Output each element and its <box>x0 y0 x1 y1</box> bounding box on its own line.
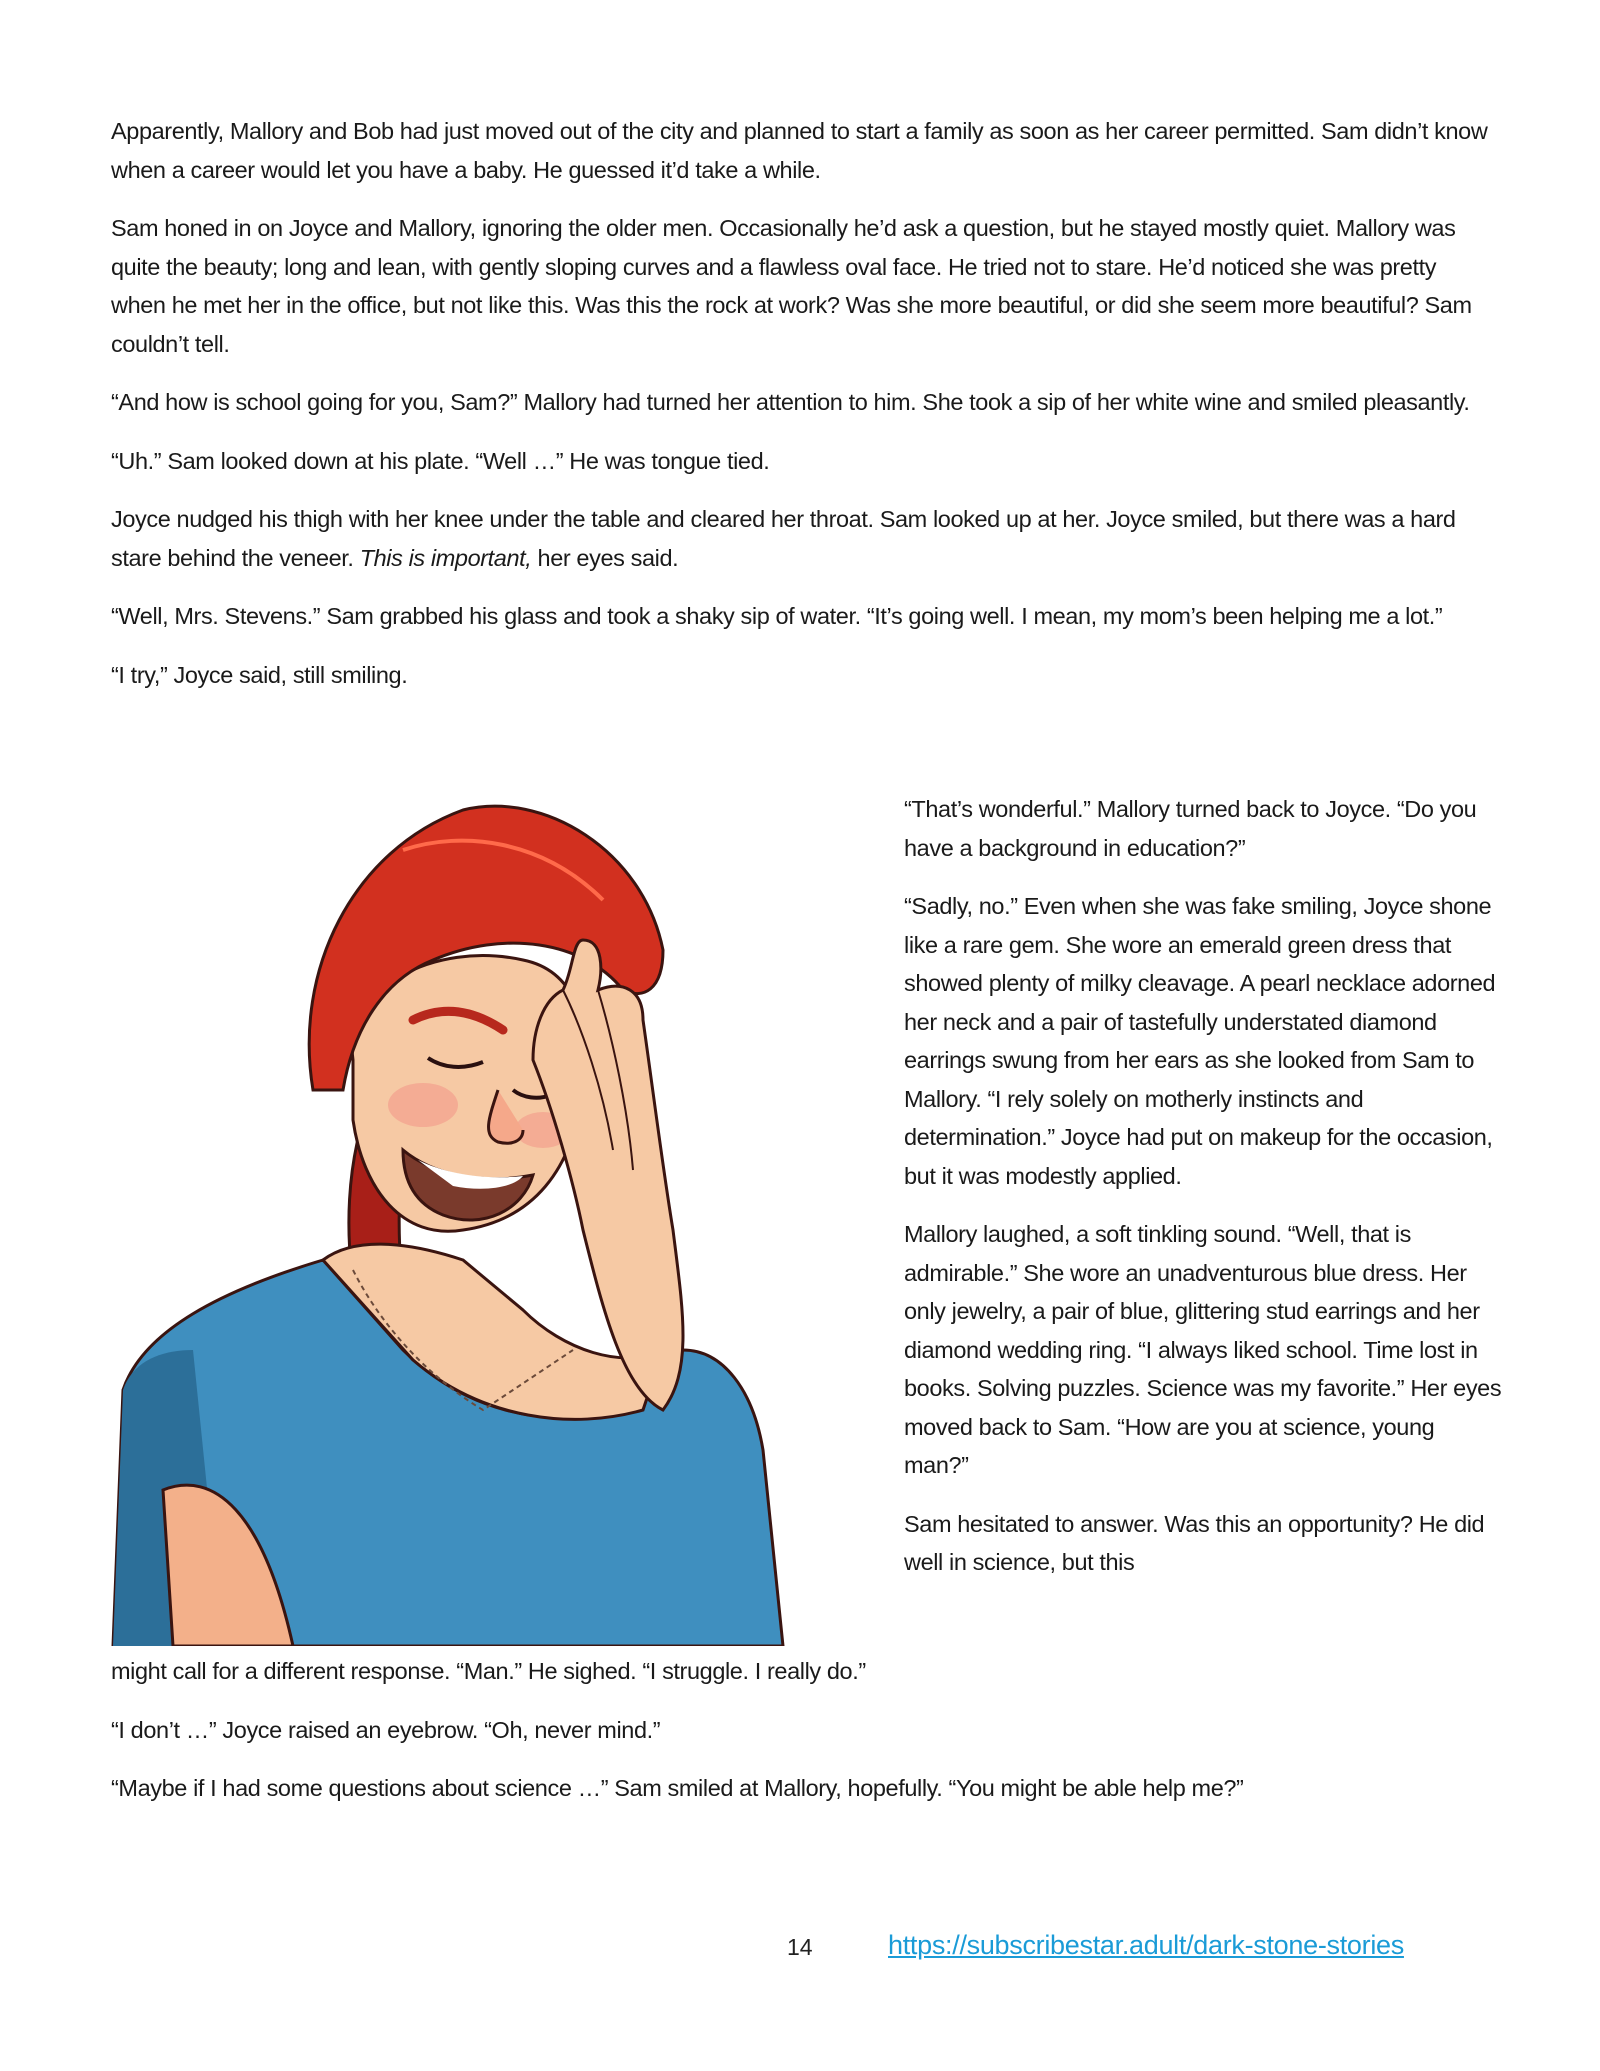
woman-illustration-icon <box>103 790 811 1646</box>
page-number: 14 <box>787 1934 813 1960</box>
text-run: Joyce nudged his thigh with her knee under the table and cleared her throat. Sam looked up at her. Joyce smiled, but there was a hard stare behind the veneer. <box>111 506 1456 571</box>
subscribestar-link[interactable]: https://subscribestar.adult/dark-stone-stories <box>888 1930 1404 1960</box>
top-text-block <box>111 112 1491 714</box>
paragraph: “Maybe if I had some questions about science …” Sam smiled at Mallory, hopefully. “You might be able help me?” <box>111 1775 1244 1801</box>
text-run: her eyes said. <box>531 544 679 571</box>
paragraph: Sam honed in on Joyce and Mallory, ignoring the older men. Occasionally he’d ask a question, but he stayed mostly quiet. Mallory was quite the beauty; long and lean, with gently sloping curves and a flawless oval face. He tried not to stare. He’d noticed she was pretty when he met her in the office, but not like this. Was this the rock at work? Was she more beautiful, or did she seem more beautiful? Sam couldn’t tell. <box>111 215 1472 357</box>
paragraph: “I try,” Joyce said, still smiling. <box>111 661 408 688</box>
paragraph: “Uh.” Sam looked down at his plate. “Well …” He was tongue tied. <box>111 447 770 474</box>
paragraph: Apparently, Mallory and Bob had just moved out of the city and planned to start a family as soon as her career permitted. Sam didn’t know when a career would let you have a baby. He guessed it’d take a while. <box>111 118 1488 183</box>
paragraph: “I don’t …” Joyce raised an eyebrow. “Oh, never mind.” <box>111 1716 661 1743</box>
illustration-laughing-woman <box>103 790 811 1646</box>
side-text-column <box>904 790 1504 1582</box>
paragraph: might call for a different response. “Man.” He sighed. “I struggle. I really do.” <box>111 1658 866 1684</box>
paragraph: “That’s wonderful.” Mallory turned back to Joyce. “Do you have a background in education?” <box>904 796 1477 861</box>
paragraph: Mallory laughed, a soft tinkling sound. “Well, that is admirable.” She wore an unadventurous blue dress. Her only jewelry, a pair of blue, glittering stud earrings and her diamond wedding ring. “I always liked school. Time lost in books. Solving puzzles. Science was my favorite.” Her eyes moved back to Sam. “How are you at science, young man?” <box>904 1221 1502 1478</box>
italic-thought: This is important, <box>359 544 532 571</box>
paragraph-joyce-nudge <box>111 500 1491 577</box>
paragraph: “And how is school going for you, Sam?” Mallory had turned her attention to him. She took a sip of her white wine and smiled pleasantly. <box>111 389 1470 415</box>
paragraph: “Well, Mrs. Stevens.” Sam grabbed his glass and took a shaky sip of water. “It’s going well. I mean, my mom’s been helping me a lot.” <box>111 603 1443 629</box>
bottom-text-block <box>111 1652 1491 1828</box>
paragraph: “Sadly, no.” Even when she was fake smiling, Joyce shone like a rare gem. She wore an emerald green dress that showed plenty of milky cleavage. A pearl necklace adorned her neck and a pair of tastefully understated diamond earrings swung from her ears as she looked from Sam to Mallory. “I rely solely on motherly instincts and determination.” Joyce had put on makeup for the occasion, but it was modestly applied. <box>904 893 1496 1189</box>
paragraph: Sam hesitated to answer. Was this an opportunity? He did well in science, but this <box>904 1510 1485 1575</box>
